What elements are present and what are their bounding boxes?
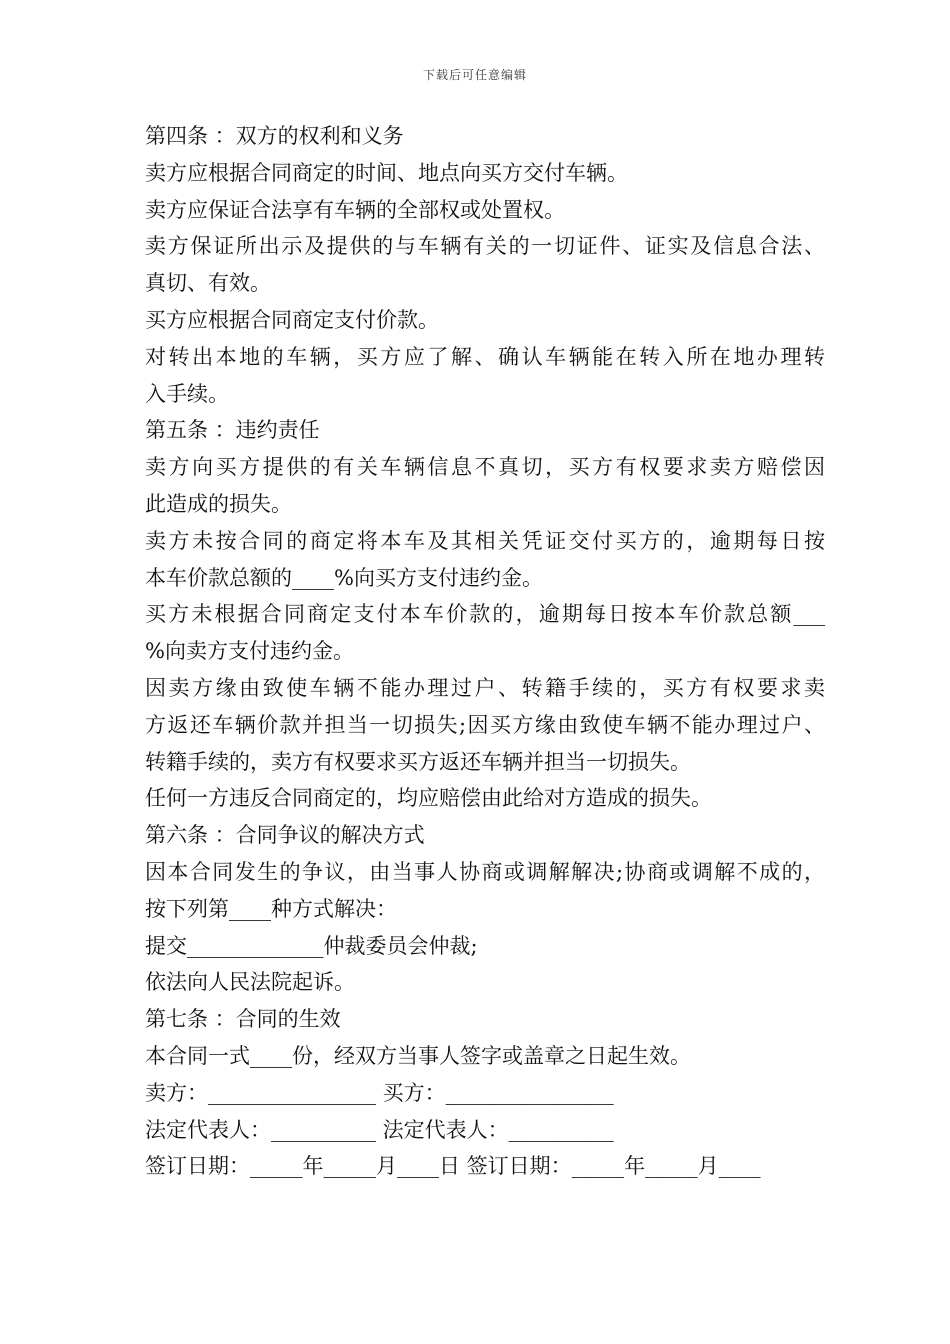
paragraph-line: 对转出本地的车辆，买方应了解、确认车辆能在转入所在地办理转 — [145, 344, 825, 369]
signature-line-representatives: 法定代表人：__________ 法定代表人：__________ — [145, 1117, 614, 1142]
paragraph-line: 按下列第____种方式解决： — [145, 896, 397, 921]
paragraph-line: 任何一方违反合同商定的，均应赔偿由此给对方造成的损失。 — [145, 786, 712, 811]
paragraph-line: 依法向人民法院起诉。 — [145, 970, 355, 995]
paragraph-line: 卖方保证所出示及提供的与车辆有关的一切证件、证实及信息合法、 — [145, 234, 825, 259]
paragraph-line: 此造成的损失。 — [145, 491, 292, 516]
signature-line-dates: 签订日期：_____年_____月____日 签订日期：_____年_____月____ — [145, 1154, 761, 1179]
paragraph-line: 因卖方缘由致使车辆不能办理过户、转籍手续的，买方有权要求卖 — [145, 675, 825, 700]
section-heading-article-6: 第六条 ：合同争议的解决方式 — [145, 823, 425, 848]
paragraph-line: 本合同一式____份，经双方当事人签字或盖章之日起生效。 — [145, 1043, 691, 1068]
document-body — [145, 118, 835, 1185]
paragraph-line: 买方未根据合同商定支付本车价款的，逾期每日按本车价款总额___ — [145, 602, 825, 627]
signature-line-parties: 卖方：________________ 买方：________________ — [145, 1080, 614, 1105]
paragraph-line: 买方应根据合同商定支付价款。 — [145, 307, 439, 332]
paragraph-line: 入手续。 — [145, 381, 229, 406]
paragraph-line: 卖方未按合同的商定将本车及其相关凭证交付买方的，逾期每日按 — [145, 528, 825, 553]
paragraph-line: 真切、有效。 — [145, 271, 271, 296]
paragraph-line: 本车价款总额的____%向买方支付违约金。 — [145, 565, 543, 590]
page-header-note: 下载后可任意编辑 — [422, 68, 527, 82]
paragraph-line: 方返还车辆价款并担当一切损失;因买方缘由致使车辆不能办理过户、 — [145, 712, 825, 737]
paragraph-line: 卖方向买方提供的有关车辆信息不真切，买方有权要求卖方赔偿因 — [145, 455, 825, 480]
paragraph-line: 卖方应保证合法享有车辆的全部权或处置权。 — [145, 197, 565, 222]
section-heading-article-7: 第七条 ：合同的生效 — [145, 1007, 341, 1032]
paragraph-line: 卖方应根据合同商定的时间、地点向买方交付车辆。 — [145, 160, 628, 185]
paragraph-line: %向卖方支付违约金。 — [145, 639, 354, 664]
paragraph-line: 转籍手续的，卖方有权要求买方返还车辆并担当一切损失。 — [145, 749, 691, 774]
section-heading-article-5: 第五条 ：违约责任 — [145, 418, 320, 443]
paragraph-line: 提交_____________仲裁委员会仲裁; — [145, 933, 478, 958]
paragraph-line: 因本合同发生的争议，由当事人协商或调解解决;协商或调解不成的， — [145, 859, 825, 884]
section-heading-article-4: 第四条 ：双方的权利和义务 — [145, 124, 404, 148]
